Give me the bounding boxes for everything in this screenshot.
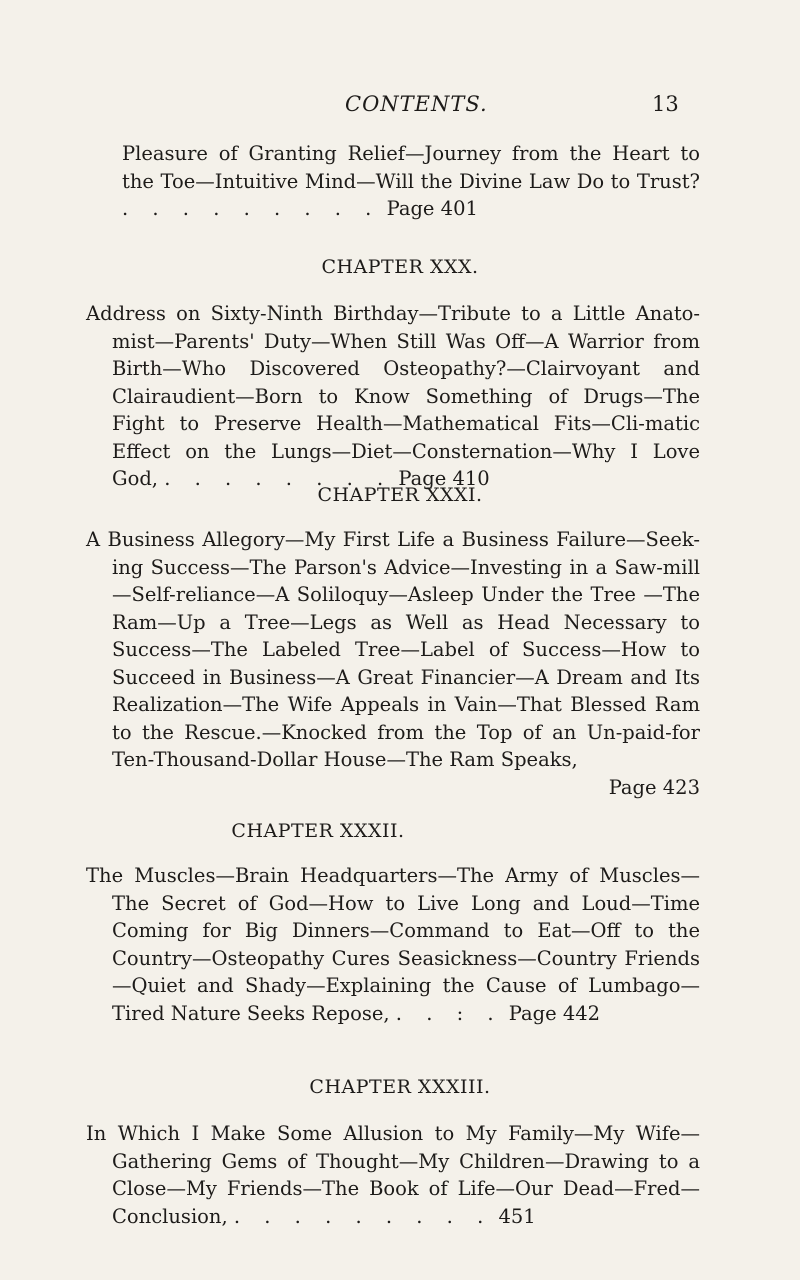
leader-dots: . . . . . . . .	[164, 467, 393, 490]
chapter-entry	[86, 1120, 700, 1230]
leader-dots: . . : .	[395, 1001, 503, 1025]
chapter-entry	[86, 526, 700, 801]
chapter-entry	[86, 862, 700, 1027]
chapter-heading: CHAPTER XXXIII.	[309, 1076, 491, 1098]
page-ref: Page 423	[608, 775, 700, 799]
entry-text: A Business Allegory—My First Life a Business Failure—Seek-ing Success—The Parson's Advice—Investing in a Saw-mill—Self-reliance—A Soliloquy—Asleep Under the Tree —The Ram—Up a Tree—Legs as Well as Head Necessary to Success—The Labeled Tree—Label of Success—How to Succeed in Business—A Great Financier—A Dream and Its Realization—The Wife Appeals in Vain—That Blessed Ram to the Rescue.—Knocked from the Top of an Un-paid-for Ten-Thousand-Dollar House—The Ram Speaks,	[86, 528, 700, 771]
leader-dots: . . . . . . . . .	[233, 1204, 493, 1228]
page-ref: Page 401	[386, 197, 478, 220]
entry-text: Address on Sixty-Ninth Birthday—Tribute to a Little Anato-mist—Parents' Duty—When Still Was Off—A Warrior from Birth—Who Discovered Osteopathy?—Clairvoyant and Clairaudient—Born to Know Something of Drugs—The Fight to Preserve Health—Mathematical Fits—Cli-matic Effect on the Lungs—Diet—Consternation—Why I Love God,	[86, 302, 700, 490]
chapter-heading: CHAPTER XXXI.	[317, 484, 483, 506]
running-head	[0, 92, 800, 126]
chapter-entry	[86, 300, 700, 493]
chapter-heading: CHAPTER XXX.	[321, 256, 479, 278]
page-number: 13	[652, 92, 679, 116]
page-ref: Page 442	[508, 1001, 601, 1025]
running-head-title: CONTENTS.	[345, 92, 488, 116]
entry-text: In Which I Make Some Allusion to My Family—My Wife—Gathering Gems of Thought—My Children—Drawing to a Close—My Friends—The Book of Life—Our Dead—Fred—Conclusion,	[86, 1122, 700, 1228]
entry-text: Pleasure of Granting Relief—Journey from the Heart to the Toe—Intuitive Mind—Will the Divine Law Do to Trust?	[122, 142, 700, 193]
entry-text: The Muscles—Brain Headquarters—The Army of Muscles—The Secret of God—How to Live Long and Loud—Time Coming for Big Dinners—Command to Eat—Off to the Country—Osteopathy Cures Seasickness—Country Friends —Quiet and Shady—Explaining the Cause of Lumbago—Tired Nature Seeks Repose,	[86, 864, 700, 1025]
leader-dots: . . . . . . . . .	[122, 197, 381, 220]
page-ref: Page 410	[398, 467, 490, 490]
chapter-heading: CHAPTER XXXII.	[231, 820, 405, 842]
continued-entry	[122, 140, 700, 223]
page-ref: 451	[498, 1204, 536, 1228]
